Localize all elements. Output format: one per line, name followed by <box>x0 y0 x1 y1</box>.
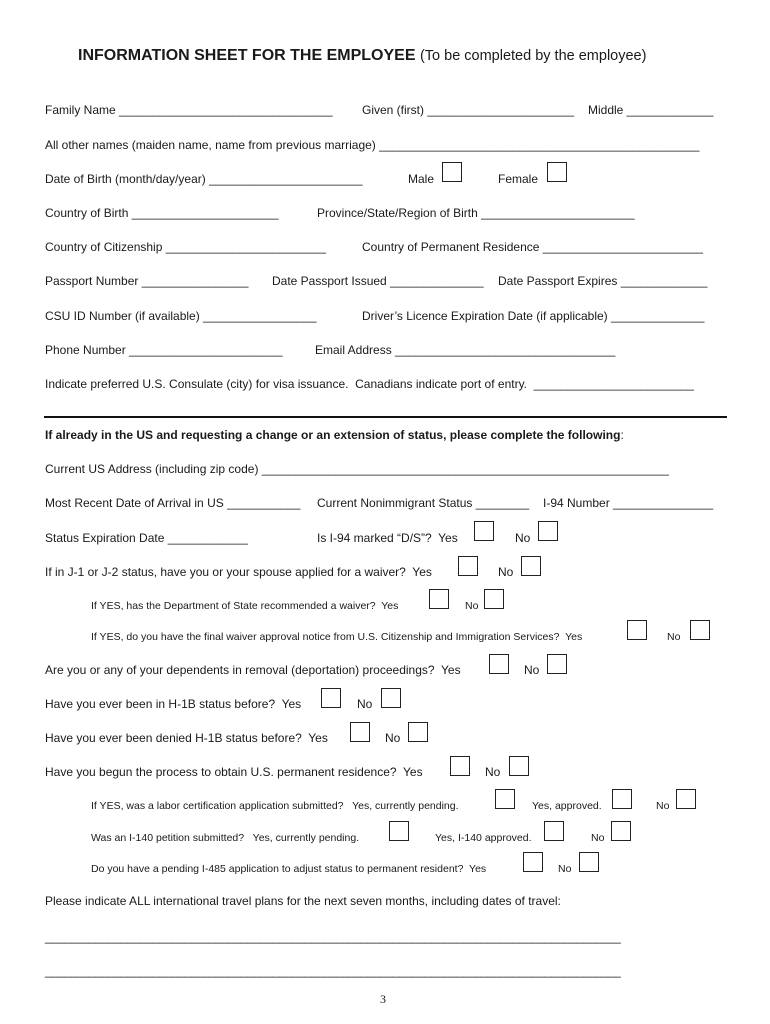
i140-no-label: No <box>591 832 605 844</box>
i140-approved-label: Yes, I-140 approved. <box>435 832 532 844</box>
female-label: Female <box>498 172 539 186</box>
male-label: Male <box>408 172 435 186</box>
i485-no-label: No <box>558 863 572 875</box>
current-us-address-field[interactable]: Current US Address (including zip code) _____________________________________________________________ <box>45 462 669 476</box>
j1-waiver-no-label: No <box>498 565 514 579</box>
h1b-before-no-label: No <box>357 697 373 711</box>
i140-pending-checkbox[interactable] <box>389 821 409 841</box>
country-of-birth-field[interactable]: Country of Birth ______________________ <box>45 206 279 220</box>
h1b-before-no-checkbox[interactable] <box>381 688 401 708</box>
passport-issued-field[interactable]: Date Passport Issued ______________ <box>272 274 484 288</box>
dos-recommended-yes-checkbox[interactable] <box>429 589 449 609</box>
uscis-notice-no-label: No <box>667 631 681 643</box>
uscis-notice-no-checkbox[interactable] <box>690 620 710 640</box>
h1b-denied-no-checkbox[interactable] <box>408 722 428 742</box>
i140-no-checkbox[interactable] <box>611 821 631 841</box>
dos-recommended-question: If YES, has the Department of State recommended a waiver? Yes <box>91 600 399 612</box>
phone-number-field[interactable]: Phone Number _______________________ <box>45 343 283 357</box>
h1b-denied-yes-checkbox[interactable] <box>350 722 370 742</box>
labor-cert-approved-checkbox[interactable] <box>612 789 632 809</box>
labor-cert-pending-checkbox[interactable] <box>495 789 515 809</box>
section-heading-text: If already in the US and requesting a change or an extension of status, please complete the following <box>45 428 621 442</box>
dos-recommended-no-label: No <box>465 600 479 612</box>
province-of-birth-field[interactable]: Province/State/Region of Birth _______________________ <box>317 206 635 220</box>
i94-ds-question: Is I-94 marked “D/S”? Yes <box>317 531 458 545</box>
h1b-before-yes-checkbox[interactable] <box>321 688 341 708</box>
h1b-denied-no-label: No <box>385 731 401 745</box>
status-expiration-field[interactable]: Status Expiration Date ____________ <box>45 531 248 545</box>
travel-plans-line-2[interactable]: ___________________________________________________________________________________________ <box>45 964 621 978</box>
csu-id-field[interactable]: CSU ID Number (if available) _________________ <box>45 309 317 323</box>
nonimmigrant-status-field[interactable]: Current Nonimmigrant Status ________ <box>317 496 530 510</box>
passport-number-field[interactable]: Passport Number ________________ <box>45 274 249 288</box>
section-heading-colon: : <box>620 428 624 442</box>
i485-question: Do you have a pending I-485 application to adjust status to permanent resident? Yes <box>91 863 487 875</box>
labor-cert-no-label: No <box>656 800 670 812</box>
family-name-field[interactable]: Family Name ________________________________ <box>45 103 333 117</box>
dos-recommended-no-checkbox[interactable] <box>484 589 504 609</box>
uscis-notice-question: If YES, do you have the final waiver approval notice from U.S. Citizenship and Immigration Services? Yes <box>91 631 583 643</box>
permanent-residence-no-label: No <box>485 765 501 779</box>
labor-cert-no-checkbox[interactable] <box>676 789 696 809</box>
h1b-before-question: Have you ever been in H-1B status before? Yes <box>45 697 302 711</box>
section-heading <box>45 428 624 442</box>
section-divider <box>44 416 727 418</box>
i94-number-field[interactable]: I-94 Number _______________ <box>543 496 714 510</box>
i140-question: Was an I-140 petition submitted? Yes, currently pending. <box>91 832 360 844</box>
i94-ds-no-label: No <box>515 531 531 545</box>
arrival-date-field[interactable]: Most Recent Date of Arrival in US ___________ <box>45 496 301 510</box>
middle-name-field[interactable]: Middle _____________ <box>588 103 714 117</box>
passport-expires-field[interactable]: Date Passport Expires _____________ <box>498 274 708 288</box>
page-number: 3 <box>380 992 386 1006</box>
j1-waiver-no-checkbox[interactable] <box>521 556 541 576</box>
given-name-field[interactable]: Given (first) ______________________ <box>362 103 575 117</box>
consulate-field[interactable]: Indicate preferred U.S. Consulate (city) for visa issuance. Canadians indicate port of entry. ________________________ <box>45 377 694 391</box>
permanent-residence-field[interactable]: Country of Permanent Residence ________________________ <box>362 240 703 254</box>
other-names-field[interactable]: All other names (maiden name, name from previous marriage) ________________________________________________ <box>45 138 700 152</box>
permanent-residence-yes-checkbox[interactable] <box>450 756 470 776</box>
i140-approved-checkbox[interactable] <box>544 821 564 841</box>
j1-waiver-yes-checkbox[interactable] <box>458 556 478 576</box>
male-checkbox[interactable] <box>442 162 462 182</box>
removal-yes-checkbox[interactable] <box>489 654 509 674</box>
form-title <box>78 47 646 65</box>
removal-no-label: No <box>524 663 540 677</box>
i485-yes-checkbox[interactable] <box>523 852 543 872</box>
removal-question: Are you or any of your dependents in removal (deportation) proceedings? Yes <box>45 663 461 677</box>
female-checkbox[interactable] <box>547 162 567 182</box>
labor-cert-approved-label: Yes, approved. <box>532 800 602 812</box>
travel-plans-question: Please indicate ALL international travel plans for the next seven months, including dates of travel: <box>45 894 561 908</box>
removal-no-checkbox[interactable] <box>547 654 567 674</box>
country-of-citizenship-field[interactable]: Country of Citizenship ________________________ <box>45 240 326 254</box>
i485-no-checkbox[interactable] <box>579 852 599 872</box>
i94-ds-no-checkbox[interactable] <box>538 521 558 541</box>
j1-waiver-question: If in J-1 or J-2 status, have you or your spouse applied for a waiver? Yes <box>45 565 432 579</box>
permanent-residence-no-checkbox[interactable] <box>509 756 529 776</box>
form-title-main: INFORMATION SHEET FOR THE EMPLOYEE <box>78 47 416 64</box>
i94-ds-yes-checkbox[interactable] <box>474 521 494 541</box>
labor-cert-question: If YES, was a labor certification application submitted? Yes, currently pending. <box>91 800 459 812</box>
form-subtitle: (To be completed by the employee) <box>419 48 647 64</box>
uscis-notice-yes-checkbox[interactable] <box>627 620 647 640</box>
h1b-denied-question: Have you ever been denied H-1B status before? Yes <box>45 731 328 745</box>
travel-plans-line-1[interactable]: ___________________________________________________________________________________________ <box>45 930 621 944</box>
permanent-residence-question: Have you begun the process to obtain U.S. permanent residence? Yes <box>45 765 423 779</box>
email-address-field[interactable]: Email Address _________________________________ <box>315 343 616 357</box>
date-of-birth-field[interactable]: Date of Birth (month/day/year) _______________________ <box>45 172 363 186</box>
drivers-licence-field[interactable]: Driver’s Licence Expiration Date (if applicable) ______________ <box>362 309 705 323</box>
